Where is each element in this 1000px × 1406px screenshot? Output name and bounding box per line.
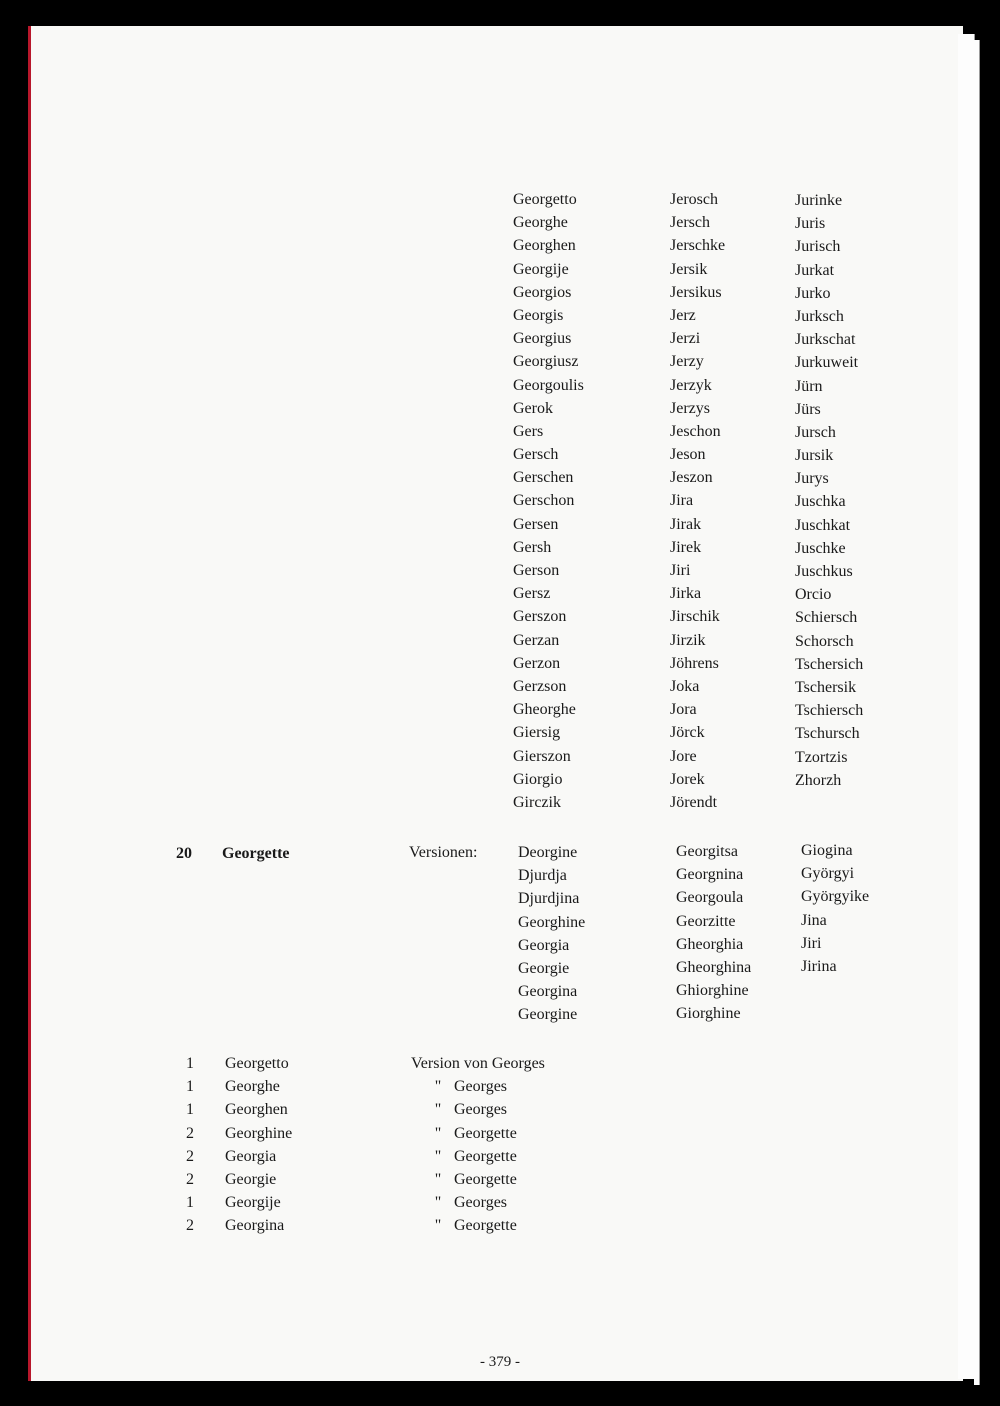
version-name: Georgetto	[225, 1055, 289, 1072]
version-ref: " Georges	[434, 1101, 508, 1119]
version-row	[168, 1191, 588, 1214]
name-item: Georgetto	[513, 191, 577, 208]
name-column-georg	[513, 188, 584, 814]
name-item: Girczik	[513, 793, 561, 811]
version-count: 1	[186, 1055, 194, 1072]
name-item: Tschersich	[795, 655, 864, 673]
name-item: Jurksch	[795, 307, 844, 325]
name-item: Gers	[513, 422, 544, 440]
page-edge	[974, 40, 980, 1385]
name-item: Tschersik	[795, 678, 857, 696]
name-item: Georgius	[513, 330, 572, 348]
name-item: Gerszon	[513, 608, 567, 626]
name-item: Gersh	[513, 538, 552, 556]
name-item: Jeson	[670, 446, 706, 464]
name-item: Giorgio	[513, 770, 563, 788]
name-item: Gerschon	[513, 492, 575, 510]
name-item: Jurkat	[795, 261, 835, 279]
name-item: Jürs	[795, 400, 821, 418]
name-item: Jurko	[795, 284, 831, 302]
version-count: 1	[186, 1078, 194, 1096]
version-name: Georghe	[225, 1078, 280, 1096]
name-item: Georgis	[513, 306, 564, 324]
version-ref: " Georgette	[434, 1217, 517, 1235]
name-item: Gheorghe	[513, 701, 576, 719]
name-item: Jurys	[795, 470, 829, 488]
name-item: Schorsch	[795, 632, 854, 650]
entry-count: 20	[176, 845, 192, 862]
name-item: Gersz	[513, 585, 551, 603]
name-item: Georgios	[513, 283, 572, 301]
name-item: Deorgine	[518, 844, 578, 861]
name-item: Georgia	[518, 936, 570, 954]
name-item: Georgitsa	[676, 843, 738, 860]
name-item: Jörck	[670, 724, 705, 742]
version-count: 1	[186, 1101, 194, 1119]
name-item: Jiri	[670, 562, 691, 579]
version-name: Georgie	[225, 1170, 277, 1188]
name-item: Georgnina	[676, 866, 744, 884]
version-row	[168, 1122, 588, 1145]
name-item: Jerschke	[670, 237, 726, 255]
name-item: Juris	[795, 215, 826, 233]
name-item: Juschke	[795, 539, 846, 557]
name-item: Jirschik	[670, 608, 720, 626]
version-name: Georghine	[225, 1124, 293, 1142]
name-item: Giogina	[801, 842, 853, 859]
name-item: Georgoula	[676, 889, 744, 907]
name-item: Gerzan	[513, 631, 560, 649]
name-item: Jurkschat	[795, 331, 856, 349]
name-item: Jirka	[670, 585, 702, 603]
name-item: Djurdjina	[518, 890, 580, 908]
name-item: Georghen	[513, 237, 576, 255]
name-item: Georzitte	[676, 912, 736, 930]
name-item: Jurinke	[795, 192, 843, 209]
entry-name: Georgette	[222, 845, 290, 862]
name-item: Georgije	[513, 260, 569, 278]
name-item: Jina	[801, 911, 827, 929]
version-ref: " Georgette	[434, 1147, 517, 1165]
name-item: Gersen	[513, 515, 559, 533]
name-item: Gierszon	[513, 747, 571, 765]
name-item: Juschkat	[795, 516, 851, 534]
name-item: Juschkus	[795, 563, 853, 580]
name-item: Gheorghina	[676, 958, 752, 976]
name-item: Jirina	[801, 957, 837, 975]
version-count: 1	[186, 1194, 194, 1212]
name-item: Georgie	[518, 959, 570, 977]
name-item: Gerschen	[513, 469, 574, 487]
name-item: Jerosch	[670, 191, 718, 208]
name-item: Gheorghia	[676, 935, 744, 953]
name-item: Djurdja	[518, 867, 567, 885]
name-item: Georgiusz	[513, 353, 579, 371]
name-item: Jeschon	[670, 422, 721, 440]
name-item: Györgyi	[801, 865, 855, 883]
version-ref: " Georgette	[434, 1124, 517, 1142]
name-item: Zhorzh	[795, 771, 842, 789]
name-item: Jorek	[670, 770, 705, 788]
version-row	[168, 1214, 588, 1237]
name-item: Jersch	[670, 214, 710, 232]
name-item: Jerz	[670, 306, 696, 324]
name-item: Jerzyk	[670, 376, 712, 394]
name-item: Georgine	[518, 1006, 578, 1024]
name-item: Tschursch	[795, 725, 860, 743]
name-item: Joka	[670, 677, 700, 695]
page-number: - 379 -	[480, 1354, 520, 1370]
name-item: Gerson	[513, 562, 560, 579]
name-item: Jurisch	[795, 238, 841, 256]
name-item: Tzortzis	[795, 748, 848, 766]
name-item: Jirak	[670, 515, 702, 533]
version-name: Georgije	[225, 1194, 281, 1212]
versions-column-1	[518, 841, 585, 1027]
version-count: 2	[186, 1217, 194, 1235]
name-column-jur	[795, 189, 863, 792]
versions-column-3	[801, 839, 869, 978]
name-item: Jersikus	[670, 283, 722, 301]
name-item: Jeszon	[670, 469, 713, 487]
version-row	[168, 1145, 588, 1168]
name-item: Jurkuweit	[795, 354, 859, 372]
version-row	[168, 1075, 588, 1098]
version-ref: " Georgette	[434, 1170, 517, 1188]
name-item: Jursch	[795, 423, 836, 441]
name-item: Orcio	[795, 586, 832, 604]
name-item: Schiersch	[795, 609, 858, 627]
name-column-jer	[670, 188, 725, 814]
versions-column-2	[676, 840, 751, 1026]
version-count: 2	[186, 1170, 194, 1188]
name-item: Giersig	[513, 724, 561, 742]
name-item: Georghe	[513, 214, 568, 232]
version-count: 2	[186, 1147, 194, 1165]
version-count: 2	[186, 1124, 194, 1142]
name-item: Jöhrens	[670, 654, 719, 672]
name-item: Jore	[670, 747, 697, 765]
name-item: Jerzys	[670, 399, 710, 417]
name-item: Ghiorghine	[676, 982, 749, 1000]
version-row	[168, 1052, 588, 1075]
name-item: Jirzik	[670, 631, 706, 649]
name-item: Georghine	[518, 913, 586, 931]
version-ref: " Georges	[434, 1194, 508, 1212]
name-item: Gersch	[513, 446, 559, 464]
name-item: Jiri	[801, 934, 822, 952]
name-item: Tschiersch	[795, 702, 864, 720]
version-name: Georgina	[225, 1217, 285, 1235]
name-item: Jerzi	[670, 330, 701, 348]
version-list	[168, 1052, 588, 1238]
name-item: Jirek	[670, 538, 702, 556]
name-item: Jersik	[670, 260, 708, 278]
version-row	[168, 1098, 588, 1121]
name-item: Gerzson	[513, 677, 567, 695]
versions-label: Versionen:	[409, 844, 478, 861]
version-row	[168, 1168, 588, 1191]
name-item: Georgina	[518, 983, 578, 1001]
name-item: Gerok	[513, 399, 553, 417]
name-item: Juschka	[795, 493, 846, 511]
version-ref: " Georges	[434, 1078, 508, 1096]
name-item: Györgyike	[801, 888, 870, 906]
name-item: Jürn	[795, 377, 823, 395]
name-item: Jira	[670, 492, 694, 510]
version-name: Georgia	[225, 1147, 277, 1165]
name-item: Jora	[670, 701, 697, 719]
version-ref: Version von Georges	[411, 1055, 545, 1072]
name-item: Jerzy	[670, 353, 704, 371]
name-item: Giorghine	[676, 1005, 741, 1023]
name-item: Gerzon	[513, 654, 561, 672]
name-item: Jursik	[795, 447, 834, 465]
name-item: Jörendt	[670, 793, 718, 811]
name-item: Georgoulis	[513, 376, 584, 394]
version-name: Georghen	[225, 1101, 288, 1119]
